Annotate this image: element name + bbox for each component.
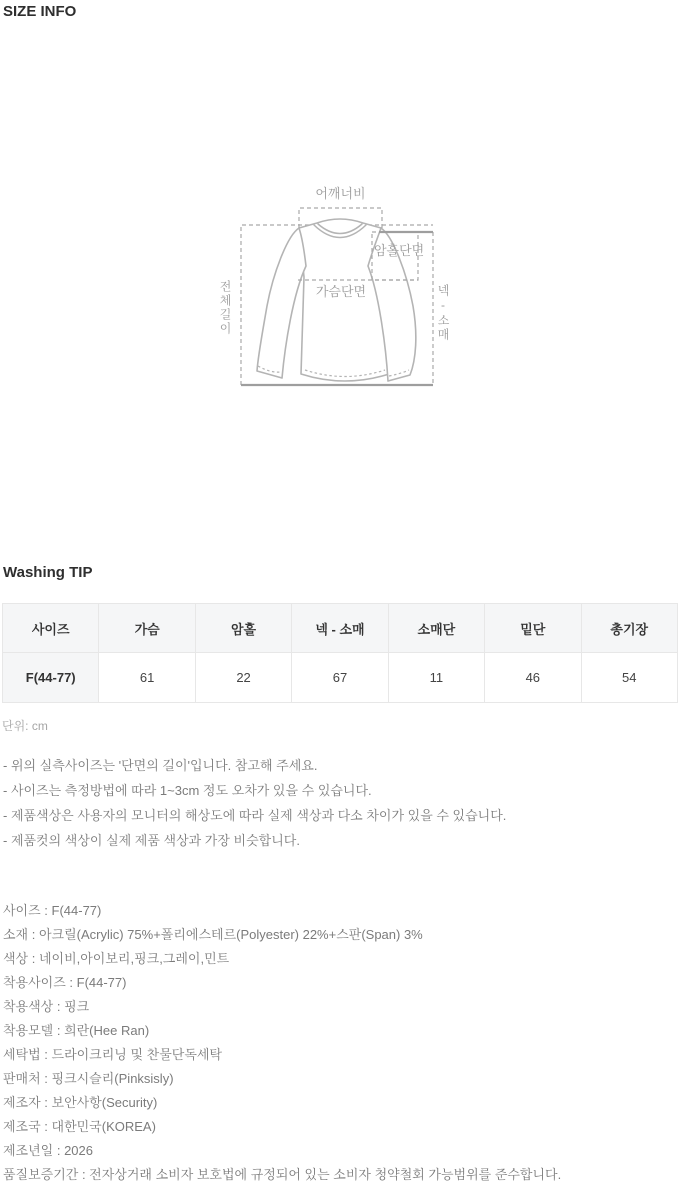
cell-cuff: 11 (388, 653, 484, 703)
washing-tip-title: Washing TIP (3, 564, 93, 581)
unit-label: 단위: cm (2, 719, 48, 733)
header-total-length: 총기장 (581, 604, 677, 653)
shirt-left-sleeve (257, 228, 306, 378)
header-cuff: 소매단 (388, 604, 484, 653)
info-wearing-size: 착용사이즈 : F(44-77) (3, 975, 127, 990)
info-wearing-color: 착용색상 : 핑크 (3, 999, 90, 1014)
product-info-list (3, 899, 561, 1187)
info-material: 소재 : 아크릴(Acrylic) 75%+폴리에스테르(Polyester) 22%+스판(Span) 3% (3, 927, 423, 942)
info-seller: 판매처 : 핑크시슬리(Pinksisly) (3, 1071, 174, 1086)
note-line: - 사이즈는 측정방법에 따라 1~3cm 정도 오차가 있을 수 있습니다. (3, 783, 372, 798)
note-line: - 위의 실측사이즈는 '단면의 길이'입니다. 참고해 주세요. (3, 758, 318, 773)
info-country: 제조국 : 대한민국(KOREA) (3, 1119, 156, 1134)
header-neck-sleeve: 넥 - 소매 (292, 604, 388, 653)
size-table-row (3, 653, 678, 703)
cell-hem: 46 (485, 653, 581, 703)
header-size: 사이즈 (3, 604, 99, 653)
note-line: - 제품색상은 사용자의 모니터의 해상도에 따라 실제 색상과 다소 차이가 있을 수 있습니다. (3, 808, 507, 823)
header-armhole: 암홀 (195, 604, 291, 653)
note-line: - 제품컷의 색상이 실제 제품 색상과 가장 비슷합니다. (3, 833, 300, 848)
label-total-length: 전체길이 (218, 280, 232, 336)
cell-neck-sleeve: 67 (292, 653, 388, 703)
garment-measurement-diagram (210, 182, 470, 402)
label-shoulder-width: 어깨너비 (315, 186, 366, 201)
info-washing: 세탁법 : 드라이크리닝 및 찬물단독세탁 (3, 1047, 222, 1062)
info-colors: 색상 : 네이비,아이보리,핑크,그레이,민트 (3, 951, 230, 966)
info-size: 사이즈 : F(44-77) (3, 903, 102, 918)
label-neck-sleeve: 넥-소매 (436, 284, 450, 342)
size-table (2, 603, 678, 703)
cell-armhole: 22 (195, 653, 291, 703)
label-chest: 가슴단면 (315, 284, 367, 299)
header-hem: 밑단 (485, 604, 581, 653)
info-manufacturer: 제조자 : 보안사항(Security) (3, 1095, 158, 1110)
label-armhole: 암홀단면 (374, 243, 425, 258)
size-table-header-row (3, 604, 678, 653)
info-warranty: 품질보증기간 : 전자상거래 소비자 보호법에 규정되어 있는 소비자 청약철회 가능범위를 준수합니다. (3, 1167, 562, 1182)
cell-total-length: 54 (581, 653, 677, 703)
notes-list (3, 753, 506, 853)
info-manufacture-date: 제조년일 : 2026 (3, 1143, 93, 1158)
cell-chest: 61 (99, 653, 195, 703)
info-model: 착용모델 : 희란(Hee Ran) (3, 1023, 150, 1038)
header-chest: 가슴 (99, 604, 195, 653)
size-info-title: SIZE INFO (3, 3, 77, 20)
cell-size: F(44-77) (3, 653, 99, 703)
